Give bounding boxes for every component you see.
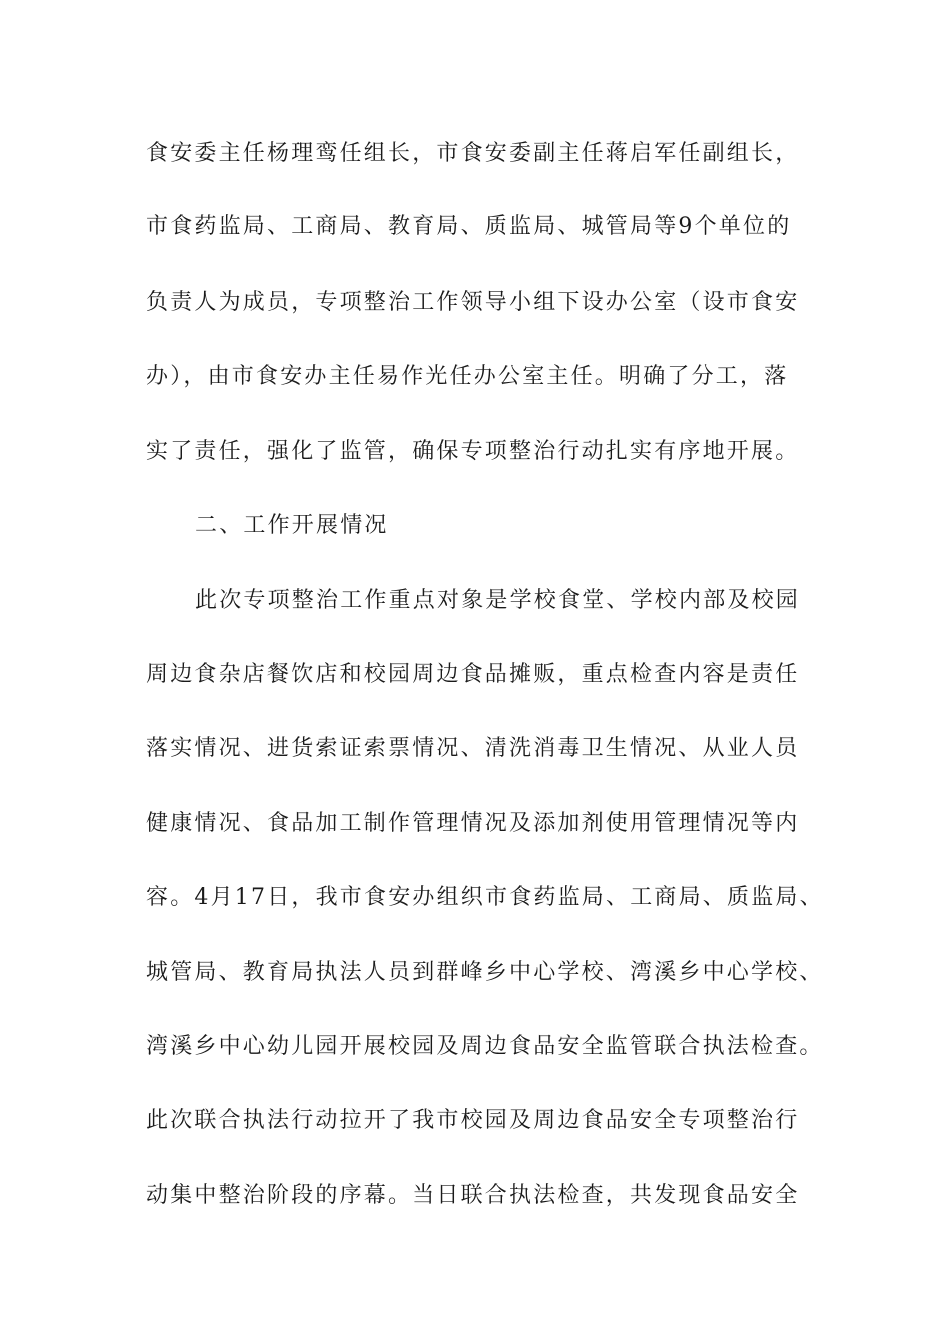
- paragraph-line: 市食药监局、工商局、教育局、质监局、城管局等9个单位的: [146, 214, 792, 239]
- paragraph-line: 动集中整治阶段的序幕。当日联合执法检查，共发现食品安全: [146, 1183, 800, 1208]
- paragraph-line: 周边食杂店餐饮店和校园周边食品摊贩，重点检查内容是责任: [146, 662, 800, 687]
- paragraph-line: 容。4月17日，我市食安办组织市食药监局、工商局、质监局、: [146, 885, 824, 910]
- paragraph-line: 健康情况、食品加工制作管理情况及添加剂使用管理情况等内: [146, 811, 800, 836]
- paragraph-line: 食安委主任杨理鸾任组长，市食安委副主任蒋启军任副组长，: [146, 141, 800, 166]
- paragraph-line: 办），由市食安办主任易作光任办公室主任。明确了分工，落: [146, 364, 789, 389]
- section-heading: 二、工作开展情况: [195, 513, 389, 538]
- paragraph-line: 此次联合执法行动拉开了我市校园及周边食品安全专项整治行: [146, 1108, 800, 1133]
- paragraph-line: 落实情况、进货索证索票情况、清洗消毒卫生情况、从业人员: [146, 736, 800, 761]
- paragraph-line: 此次专项整治工作重点对象是学校食堂、学校内部及校园: [195, 588, 801, 613]
- paragraph-line: 实了责任，强化了监管，确保专项整治行动扎实有序地开展。: [146, 439, 800, 464]
- paragraph-line: 城管局、教育局执法人员到群峰乡中心学校、湾溪乡中心学校、: [146, 960, 824, 985]
- paragraph-line: 湾溪乡中心幼儿园开展校园及周边食品安全监管联合执法检查。: [146, 1034, 824, 1059]
- paragraph-line: 负责人为成员，专项整治工作领导小组下设办公室（设市食安: [146, 290, 800, 315]
